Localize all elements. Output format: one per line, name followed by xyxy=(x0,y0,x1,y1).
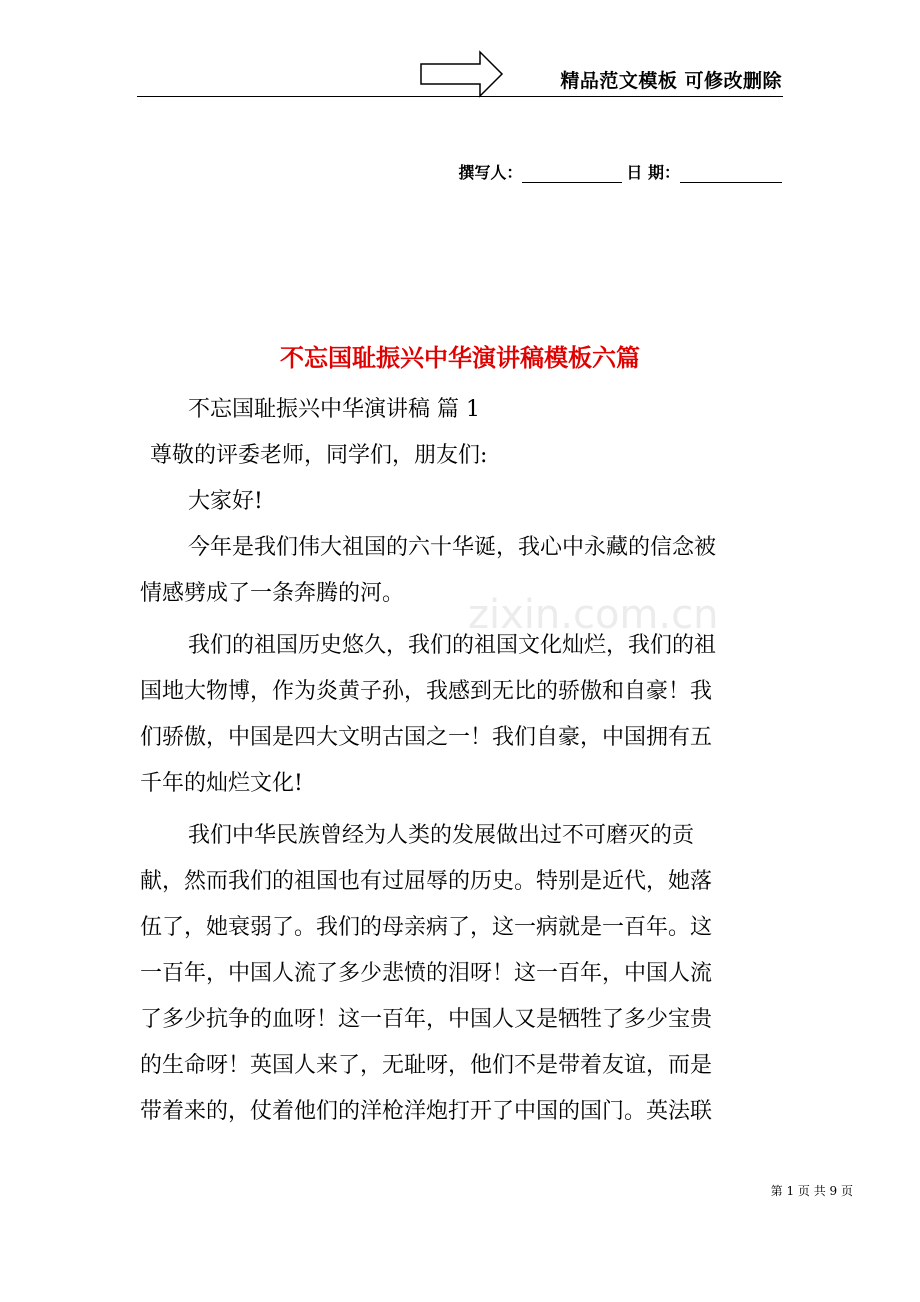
watermark: zixin.com.cn xyxy=(468,592,719,638)
paragraph-line: 情感劈成了一条奔腾的河。 xyxy=(140,581,405,606)
paragraph-line: 们骄傲，中国是四大文明古国之一！我们自豪，中国拥有五 xyxy=(140,725,713,750)
document-title: 不忘国耻振兴中华演讲稿模板六篇 xyxy=(280,343,640,372)
paragraph-line: 了多少抗争的血呀！这一百年，中国人又是牺牲了多少宝贵 xyxy=(140,1007,713,1032)
author-label: 撰写人： xyxy=(458,163,523,182)
paragraph-line: 一百年，中国人流了多少悲愤的泪呀！这一百年，中国人流 xyxy=(140,961,713,986)
paragraph-line: 献，然而我们的祖国也有过屈辱的历史。特别是近代，她落 xyxy=(140,869,713,894)
paragraph-line: 今年是我们伟大祖国的六十华诞，我心中永藏的信念被 xyxy=(188,535,717,560)
date-blank-field xyxy=(680,164,782,183)
paragraph-line: 伍了，她衰弱了。我们的母亲病了，这一病就是一百年。这 xyxy=(140,915,713,940)
salutation: 尊敬的评委老师，同学们，朋友们: xyxy=(150,443,488,468)
arrow-right-icon xyxy=(420,50,504,98)
paragraph-line: 的生命呀！英国人来了，无耻呀，他们不是带着友谊，而是 xyxy=(140,1053,713,1078)
date-label: 日 期： xyxy=(626,163,680,182)
header-divider xyxy=(137,96,783,97)
greeting: 大家好! xyxy=(188,489,263,514)
section-heading: 不忘国耻振兴中华演讲稿 篇 1 xyxy=(188,397,480,422)
author-blank-field xyxy=(522,164,622,183)
paragraph-line: 千年的灿烂文化! xyxy=(140,771,303,796)
paragraph-line: 国地大物博，作为炎黄子孙，我感到无比的骄傲和自豪！我 xyxy=(140,679,713,704)
header-title: 精品范文模板 可修改删除 xyxy=(560,70,782,92)
page-indicator: 第 1 页 共 9 页 xyxy=(770,1184,853,1198)
paragraph-line: 我们的祖国历史悠久，我们的祖国文化灿烂，我们的祖 xyxy=(188,633,717,658)
author-date-line xyxy=(458,160,782,183)
paragraph-line: 带着来的，仗着他们的洋枪洋炮打开了中国的国门。英法联 xyxy=(140,1099,713,1124)
paragraph-line: 我们中华民族曾经为人类的发展做出过不可磨灭的贡 xyxy=(188,823,695,848)
